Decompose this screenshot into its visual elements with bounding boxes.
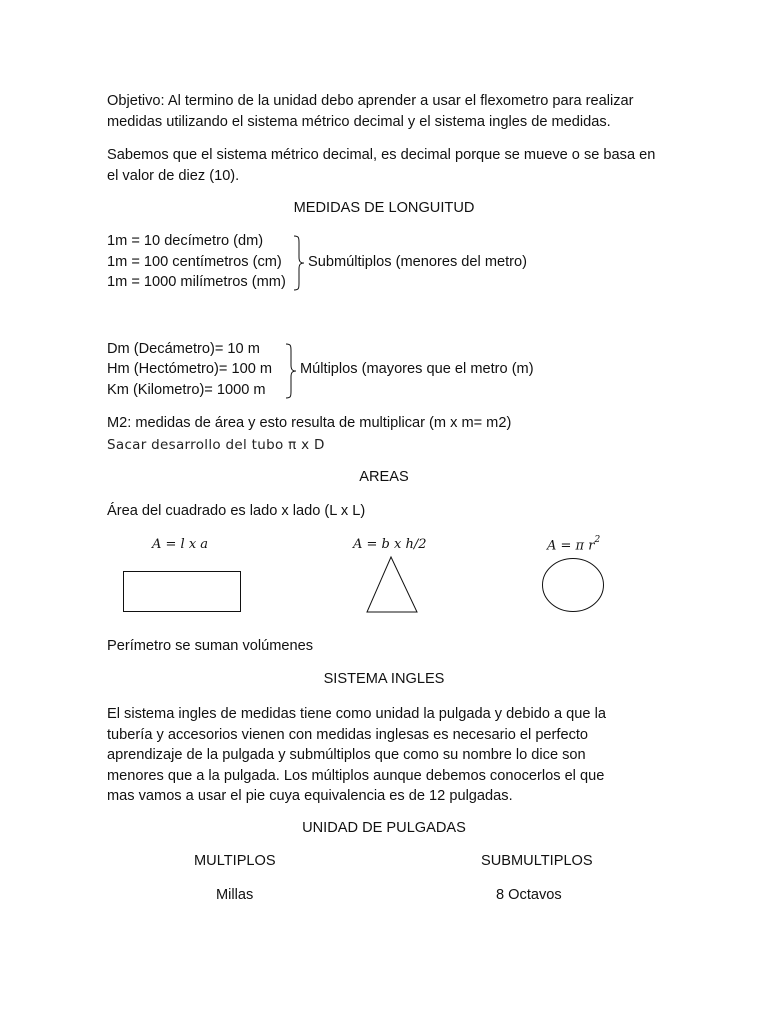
multiplos-cell: Millas bbox=[216, 887, 254, 903]
multiple-item: Hm (Hectómetro)= 100 m bbox=[107, 361, 273, 377]
m2-line: M2: medidas de área y esto resulta de multiplicar (m x m= m2) bbox=[107, 415, 512, 431]
heading-ingles: SISTEMA INGLES bbox=[323, 671, 445, 687]
objective-paragraph: Objetivo: Al termino de la unidad debo aprender a usar el flexometro para realizar medidas utilizando el sistema métrico decimal y el sistema ingles de medidas. bbox=[107, 93, 634, 130]
submultiplos-cell: 8 Octavos bbox=[496, 887, 562, 903]
submultiple-item: 1m = 100 centímetros (cm) bbox=[107, 254, 282, 270]
submultiple-item: 1m = 1000 milímetros (mm) bbox=[107, 274, 286, 290]
multiples-brace-icon bbox=[284, 343, 300, 399]
submultiple-item: 1m = 10 decímetro (dm) bbox=[107, 233, 264, 249]
submultiples-label: Submúltiplos (menores del metro) bbox=[308, 254, 527, 270]
circle-formula-exponent: 2 bbox=[594, 535, 601, 545]
circle-formula-base: A = π r bbox=[547, 538, 595, 554]
column-header-submultiplos: SUBMULTIPLOS bbox=[481, 853, 593, 869]
multiple-item: Km (Kilometro)= 1000 m bbox=[107, 382, 266, 398]
column-header-multiplos: MULTIPLOS bbox=[194, 853, 276, 869]
perimeter-text: Perímetro se suman volúmenes bbox=[107, 638, 314, 654]
heading-pulgadas: UNIDAD DE PULGADAS bbox=[302, 820, 466, 836]
decimal-intro-paragraph: Sabemos que el sistema métrico decimal, es decimal porque se mueve o se basa en el valor de diez (10). bbox=[107, 147, 656, 184]
triangle-shape bbox=[366, 556, 418, 613]
triangle-formula: A = b x h/2 bbox=[353, 537, 427, 552]
circle-shape bbox=[541, 557, 605, 613]
submultiples-brace-icon bbox=[292, 235, 308, 291]
square-area-text: Área del cuadrado es lado x lado (L x L) bbox=[107, 503, 366, 519]
heading-longitud: MEDIDAS DE LONGUITUD bbox=[293, 200, 475, 216]
multiples-label: Múltiplos (mayores que el metro (m) bbox=[300, 361, 534, 377]
rectangle-shape bbox=[123, 571, 242, 613]
heading-areas: AREAS bbox=[359, 469, 409, 485]
rectangle-formula: A = l x a bbox=[152, 537, 209, 552]
circle-formula bbox=[547, 537, 600, 553]
ingles-paragraph: El sistema ingles de medidas tiene como unidad la pulgada y debido a que la tubería y accesorios vienen con medidas inglesas es necesario el perfecto aprendizaje de la pulgada y submúltiplos que como su nombre lo dice son menores que a la pulgada. Los múltiplos aunque debemos conocerlos el que mas vamos a usar el pie cuya equivalencia es de 12 pulgadas. bbox=[107, 706, 606, 804]
multiple-item: Dm (Decámetro)= 10 m bbox=[107, 341, 260, 357]
handwritten-note: Sacar desarrollo del tubo π x D bbox=[107, 437, 325, 453]
